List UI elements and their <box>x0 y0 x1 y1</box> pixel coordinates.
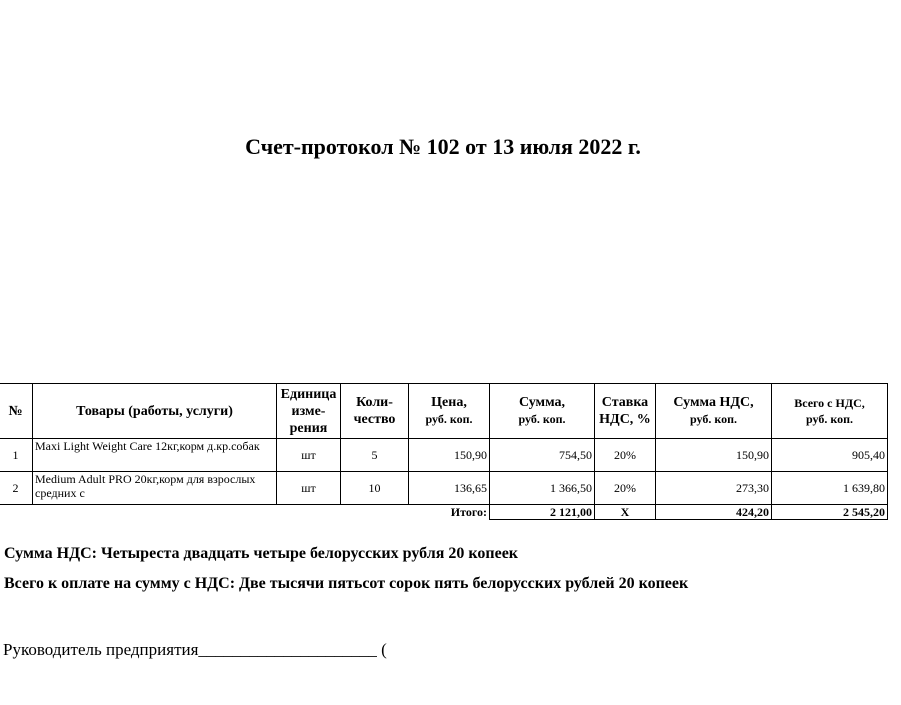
director-signature-line: Руководитель предприятия_____________________ ( <box>3 640 387 659</box>
row-price: 136,65 <box>409 472 490 505</box>
header-qty: Коли- чество <box>341 384 409 439</box>
totals-label: Итого: <box>450 504 487 519</box>
row-vat-sum: 150,90 <box>656 439 772 472</box>
header-sum: Сумма, руб. коп. <box>490 384 595 439</box>
header-num: № <box>0 384 33 439</box>
row-total: 1 639,80 <box>772 472 888 505</box>
document-title: Счет-протокол № 102 от 13 июля 2022 г. <box>245 134 641 159</box>
row-price: 150,90 <box>409 439 490 472</box>
totals-total: 2 545,20 <box>772 505 888 520</box>
table-header-row <box>0 384 888 439</box>
header-total: Всего с НДС, руб. коп. <box>772 384 888 439</box>
total-payment-in-words: Всего к оплате на сумму с НДС: Две тысячи пятьсот сорок пять белорусских рублей 20 копеек <box>4 575 689 592</box>
row-num: 1 <box>0 439 33 472</box>
header-vat-sum: Сумма НДС, руб. коп. <box>656 384 772 439</box>
row-unit: шт <box>277 439 341 472</box>
row-total: 905,40 <box>772 439 888 472</box>
row-sum: 1 366,50 <box>490 472 595 505</box>
header-unit: Единица изме- рения <box>277 384 341 439</box>
table-row <box>0 472 888 505</box>
row-vat-rate: 20% <box>595 472 656 505</box>
row-sum: 754,50 <box>490 439 595 472</box>
header-vat-rate: Ставка НДС, % <box>595 384 656 439</box>
row-name: Maxi Light Weight Care 12кг,корм д.кр.собак <box>33 439 277 472</box>
totals-row <box>0 505 888 520</box>
header-price: Цена, руб. коп. <box>409 384 490 439</box>
row-vat-rate: 20% <box>595 439 656 472</box>
row-name: Medium Adult PRO 20кг,корм для взрослых средних с <box>33 472 277 505</box>
row-unit: шт <box>277 472 341 505</box>
row-num: 2 <box>0 472 33 505</box>
row-qty: 10 <box>341 472 409 505</box>
totals-sum: 2 121,00 <box>490 505 595 520</box>
vat-amount-in-words: Сумма НДС: Четыреста двадцать четыре белорусских рубля 20 копеек <box>4 545 519 562</box>
table-row <box>0 439 888 472</box>
totals-vat-sum: 424,20 <box>656 505 772 520</box>
header-goods: Товары (работы, услуги) <box>33 384 277 439</box>
totals-vat-rate: Х <box>595 505 656 520</box>
row-vat-sum: 273,30 <box>656 472 772 505</box>
invoice-table <box>0 383 888 520</box>
row-qty: 5 <box>341 439 409 472</box>
